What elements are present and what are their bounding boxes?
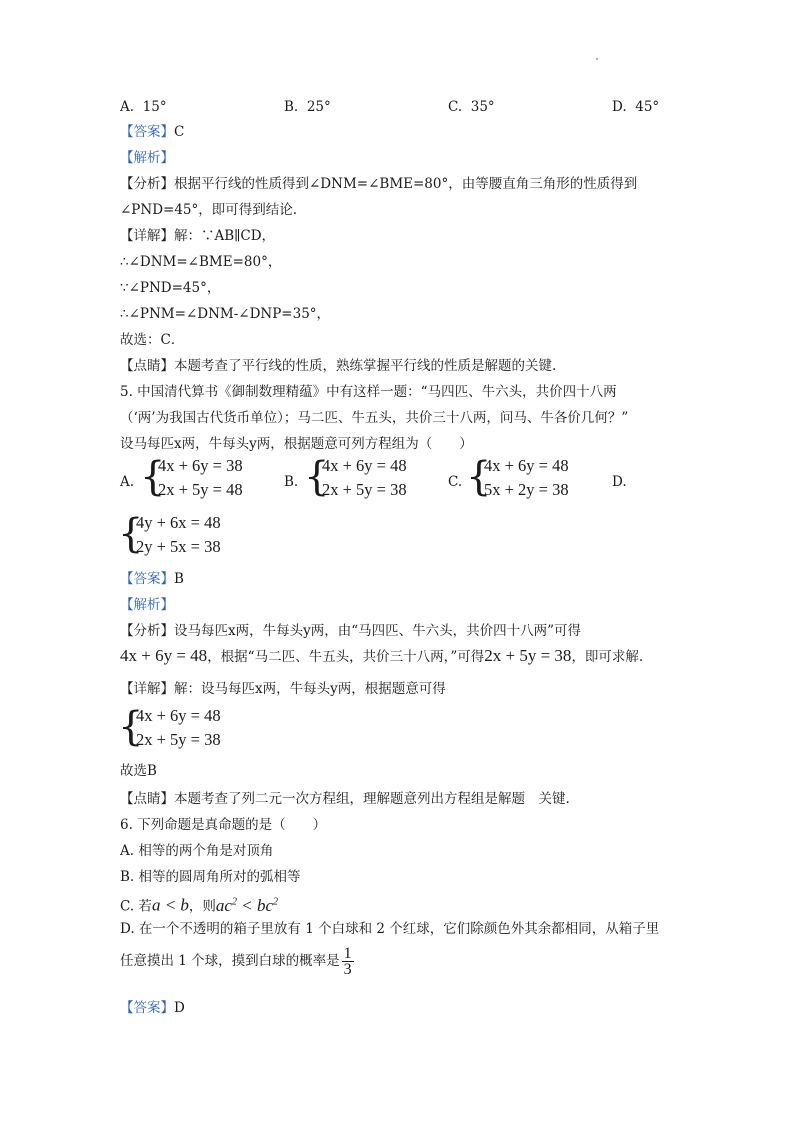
equation: 4y + 6x = 48 [136,513,221,532]
option-text: ，则 [188,898,216,915]
fraction-denominator: 3 [343,961,352,978]
detail-text: 解：设马每匹x两，牛每头y两，根据题意可得 [174,681,446,697]
q5-comment [120,790,570,808]
detail-tag: 【详解】 [120,228,174,244]
answer-tag: 【答案】 [120,1000,174,1016]
math-exponent: 2 [231,896,237,907]
q6-option-d-2 [120,946,354,977]
q5-fenxi-2 [120,647,643,666]
option-label: A. [120,99,135,115]
q5-option-d-label: D. [612,474,627,490]
q6-option-b [120,868,301,886]
q6-option-a [120,842,273,860]
inline-equation: 2x + 5y = 38 [484,646,572,665]
fenxi-text: 设马每匹x两，牛每头y两，由“马四匹、牛六头，共价四十八两”可得 [174,623,582,639]
q5-fenxi-1 [120,622,581,640]
option-label: D. [612,99,627,115]
q5-option-b-label: B. [284,474,299,490]
choose-text: 故选：C． [120,332,185,348]
q6-option-c [120,893,278,916]
math-part: ac [215,895,232,915]
q5-answer [120,570,184,588]
q5-stem-1 [120,383,617,401]
q5-option-c-label: C. [448,474,463,490]
answer-value: B [174,571,184,587]
option-value: 15° [142,99,167,115]
analysis-tag: 【解析】 [120,150,174,166]
equation: 2x + 5y = 48 [158,480,243,499]
q4-choose [120,331,184,349]
brace: { [118,704,144,750]
detail-text: 解：∵AB∥CD， [174,228,276,244]
answer-tag: 【答案】 [120,571,174,587]
q5-choose [120,762,157,780]
math-part: < bc [236,895,273,915]
question-text: 6. 下列命题是真命题的是（ ） [120,817,327,833]
comment-text: 本题考查了平行线的性质，熟练掌握平行线的性质是解题的关键. [174,358,557,374]
equation: 5x + 2y = 38 [484,480,569,499]
fenxi-text: 根据平行线的性质得到∠DNM=∠BME=80°，由等腰直角三角形的性质得到 [174,176,638,192]
question-text: （‘两’为我国古代货币单位）；马二匹、牛五头，共价三十八两，问马、牛各价几何？” [120,410,629,426]
q4-detail-1 [120,227,275,245]
option-value: 45° [635,99,660,115]
fenxi-tag: 【分析】 [120,623,174,639]
fenxi-text: ∠PND=45°，即可得到结论. [120,202,298,218]
option-text: B. 相等的圆周角所对的弧相等 [120,869,301,885]
q6-answer [120,999,185,1017]
q5-stem-3 [120,435,473,453]
q4-analysis [120,149,174,167]
detail-tag: 【详解】 [120,681,174,697]
q6-option-d-1 [120,920,659,938]
option-label: C. [448,99,463,115]
option-value: 35° [470,99,495,115]
answer-value: C [174,124,185,140]
q4-comment [120,357,556,375]
brace: { [140,454,166,500]
option-text: 任意摸出 1 个球，摸到白球的概率是 [120,953,340,969]
equation: 4x + 6y = 48 [322,456,407,475]
q4-detail-2 [120,253,281,271]
detail-text: ∴∠DNM=∠BME=80°， [120,254,282,270]
equation: 4x + 6y = 38 [158,456,243,475]
q4-fenxi-1 [120,175,637,193]
q4-option-a [120,98,167,116]
q5-analysis [120,596,174,614]
equation: 4x + 6y = 48 [136,706,221,725]
q5-detail-1 [120,680,446,698]
fenxi-tag: 【分析】 [120,176,174,192]
comment-tag: 【点睛】 [120,791,174,807]
answer-value: D [174,1000,185,1016]
inline-math: a < b [151,895,189,915]
q4-fenxi-2 [120,201,297,219]
fraction-numerator: 1 [343,945,352,962]
math-exponent: 2 [273,896,278,907]
question-text: 5. 中国清代算书《御制数理精蕴》中有这样一题：“马四匹、牛六头，共价四十八两 [120,384,617,400]
equation: 2x + 5y = 38 [322,480,407,499]
question-text: 设马每匹x两，牛每头y两，根据题意可列方程组为（ ） [120,436,473,452]
brace: { [466,454,492,500]
q4-answer [120,123,184,141]
comment-tag: 【点睛】 [120,358,174,374]
q6-stem [120,816,326,834]
answer-tag: 【答案】 [120,124,174,140]
option-text: D. 在一个不透明的箱子里放有 1 个白球和 2 个红球，它们除颜色外其余都相同，从箱子里 [120,921,660,937]
option-text: C. 若 [120,898,152,915]
fenxi-text: ，根据“马二匹、牛五头，共价三十八两，”可得 [207,649,485,665]
q4-option-b [284,98,331,116]
inline-math [216,896,278,915]
q5-stem-2 [120,409,628,427]
q4-detail-3 [120,279,220,297]
analysis-tag: 【解析】 [120,597,174,613]
option-text: A. 相等的两个角是对顶角 [120,843,274,859]
q4-option-c [448,98,495,116]
equation: 2y + 5x = 38 [136,537,221,556]
inline-equation: 4x + 6y = 48 [120,646,208,665]
equation: 4x + 6y = 48 [484,456,569,475]
option-label: B. [284,99,299,115]
detail-text: ∵∠PND=45°， [120,280,221,296]
brace: { [118,511,144,557]
choose-text: 故选B [120,763,157,779]
brace: { [304,454,330,500]
equation: 2x + 5y = 38 [136,730,221,749]
comment-text: 本题考查了列二元一次方程组，理解题意列出方程组是解题 关键. [174,791,570,807]
q5-option-a-label: A. [120,474,135,490]
detail-text: ∴∠PNM=∠DNM-∠DNP=35°， [120,306,331,322]
q4-detail-4 [120,305,330,323]
fraction [342,946,354,977]
fenxi-text: ，即可求解. [571,649,644,665]
q4-option-d [612,98,659,116]
option-value: 25° [306,99,331,115]
page-dot [596,58,598,60]
